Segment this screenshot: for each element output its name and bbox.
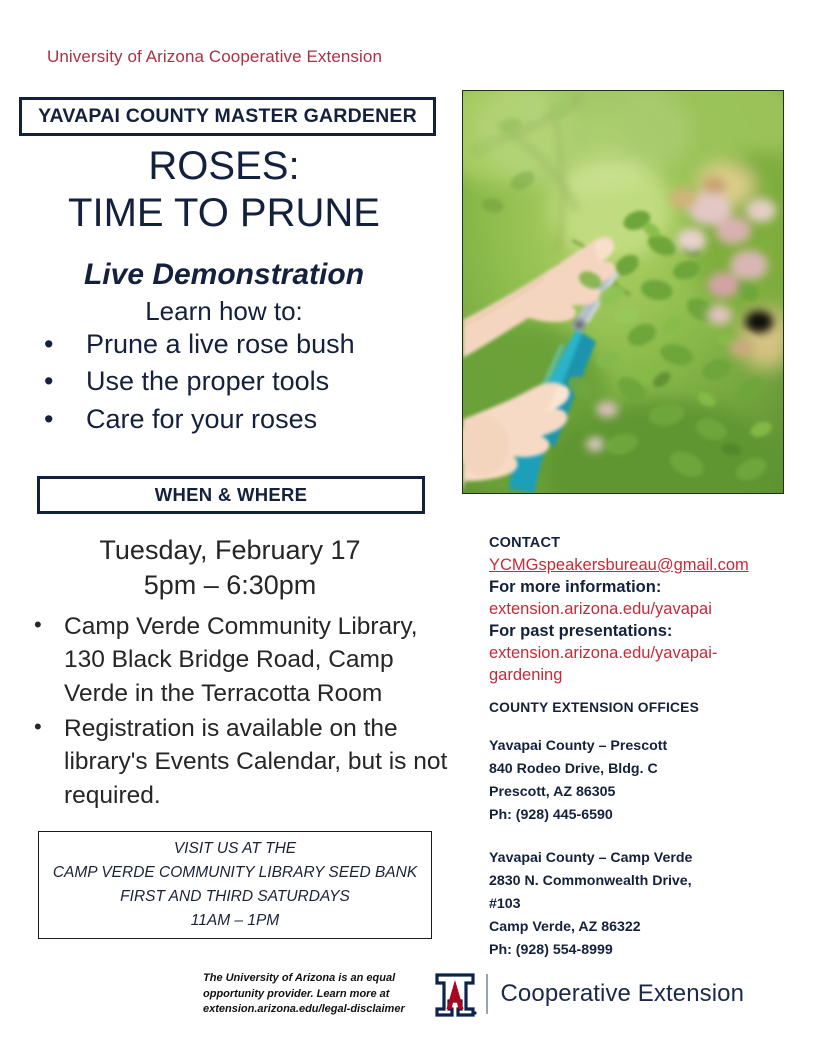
organization-line: University of Arizona Cooperative Extension (47, 47, 383, 66)
bullet-icon: • (34, 713, 42, 739)
office-camp-verde (489, 847, 789, 962)
live-demonstration-heading: Live Demonstration (83, 258, 365, 291)
master-gardener-banner-label: YAVAPAI COUNTY MASTER GARDENER (38, 105, 417, 127)
seed-bank-line3: FIRST AND THIRD SATURDAYS (120, 888, 350, 905)
past-presentations-url-line2[interactable]: gardening (489, 666, 563, 685)
seed-bank-box (38, 831, 432, 939)
page-title (0, 143, 448, 237)
logo-divider (486, 974, 488, 1014)
contact-column (489, 533, 789, 962)
list-item (28, 403, 448, 435)
list-item (22, 610, 462, 710)
logo-wordmark: Cooperative Extension (500, 980, 745, 1007)
office-name: Yavapai County – Camp Verde (489, 850, 693, 867)
seed-bank-line2: CAMP VERDE COMMUNITY LIBRARY SEED BANK (52, 863, 418, 881)
office-address-line3: Camp Verde, AZ 86322 (489, 919, 641, 936)
page-title-line2: TIME TO PRUNE (68, 191, 380, 236)
more-info-url[interactable]: extension.arizona.edu/yavapai (489, 599, 712, 618)
office-phone: Ph: (928) 445-6590 (489, 807, 613, 824)
venue-address: Camp Verde Community Library, 130 Black Bridge Road, Camp Verde in the Terracotta Room (64, 613, 418, 707)
county-offices-heading: COUNTY EXTENSION OFFICES (489, 700, 699, 716)
contact-email-link[interactable]: YCMGspeakersbureau@gmail.com (489, 555, 749, 574)
office-address-line2: Prescott, AZ 86305 (489, 784, 616, 801)
office-name: Yavapai County – Prescott (489, 738, 668, 755)
more-info-label: For more information: (489, 577, 662, 596)
when-where-banner (37, 476, 425, 514)
list-item (28, 328, 448, 360)
learn-items-list (28, 328, 448, 440)
page-title-line1: ROSES: (148, 144, 300, 188)
learn-item-label: Use the proper tools (86, 366, 330, 397)
learn-how-label: Learn how to: (145, 296, 303, 326)
rose-pruning-illustration (463, 91, 783, 493)
event-datetime (0, 533, 460, 602)
bullet-icon: • (44, 329, 54, 359)
registration-note: Registration is available on the library's Events Calendar, but is not required. (64, 714, 448, 809)
office-prescott (489, 735, 789, 827)
event-date: Tuesday, February 17 (99, 535, 361, 565)
legal-disclaimer-line3: extension.arizona.edu/legal-disclaimer (203, 1003, 405, 1016)
seed-bank-line4: 11AM – 1PM (190, 912, 280, 930)
past-presentations-url-line1[interactable]: extension.arizona.edu/yavapai- (489, 644, 718, 663)
contact-heading: CONTACT (489, 535, 561, 551)
bullet-icon: • (34, 612, 42, 637)
office-address-line2: #103 (489, 896, 521, 913)
event-time: 5pm – 6:30pm (143, 569, 317, 600)
seed-bank-line1: VISIT US AT THE (173, 839, 297, 857)
when-where-banner-label: WHEN & WHERE (154, 484, 308, 505)
rose-pruning-photo (462, 90, 784, 494)
legal-disclaimer (203, 971, 413, 1018)
office-phone: Ph: (928) 554-8999 (489, 942, 613, 959)
bullet-icon: • (44, 366, 54, 397)
legal-disclaimer-line1: The University of Arizona is an equal (203, 972, 396, 984)
ua-block-a-icon (432, 969, 478, 1019)
learn-item-label: Care for your roses (86, 403, 318, 434)
where-items-list (22, 610, 462, 814)
past-presentations-label: For past presentations: (489, 621, 673, 640)
office-address-line1: 840 Rodeo Drive, Bldg. C (489, 761, 658, 778)
legal-disclaimer-line2: opportunity provider. Learn more at (203, 987, 390, 1000)
list-item (22, 712, 462, 812)
learn-item-label: Prune a live rose bush (86, 329, 355, 359)
master-gardener-banner (19, 97, 436, 136)
bullet-icon: • (44, 403, 54, 434)
list-item (28, 365, 448, 397)
cooperative-extension-logo (432, 968, 744, 1020)
office-address-line1: 2830 N. Commonwealth Drive, (489, 873, 692, 890)
